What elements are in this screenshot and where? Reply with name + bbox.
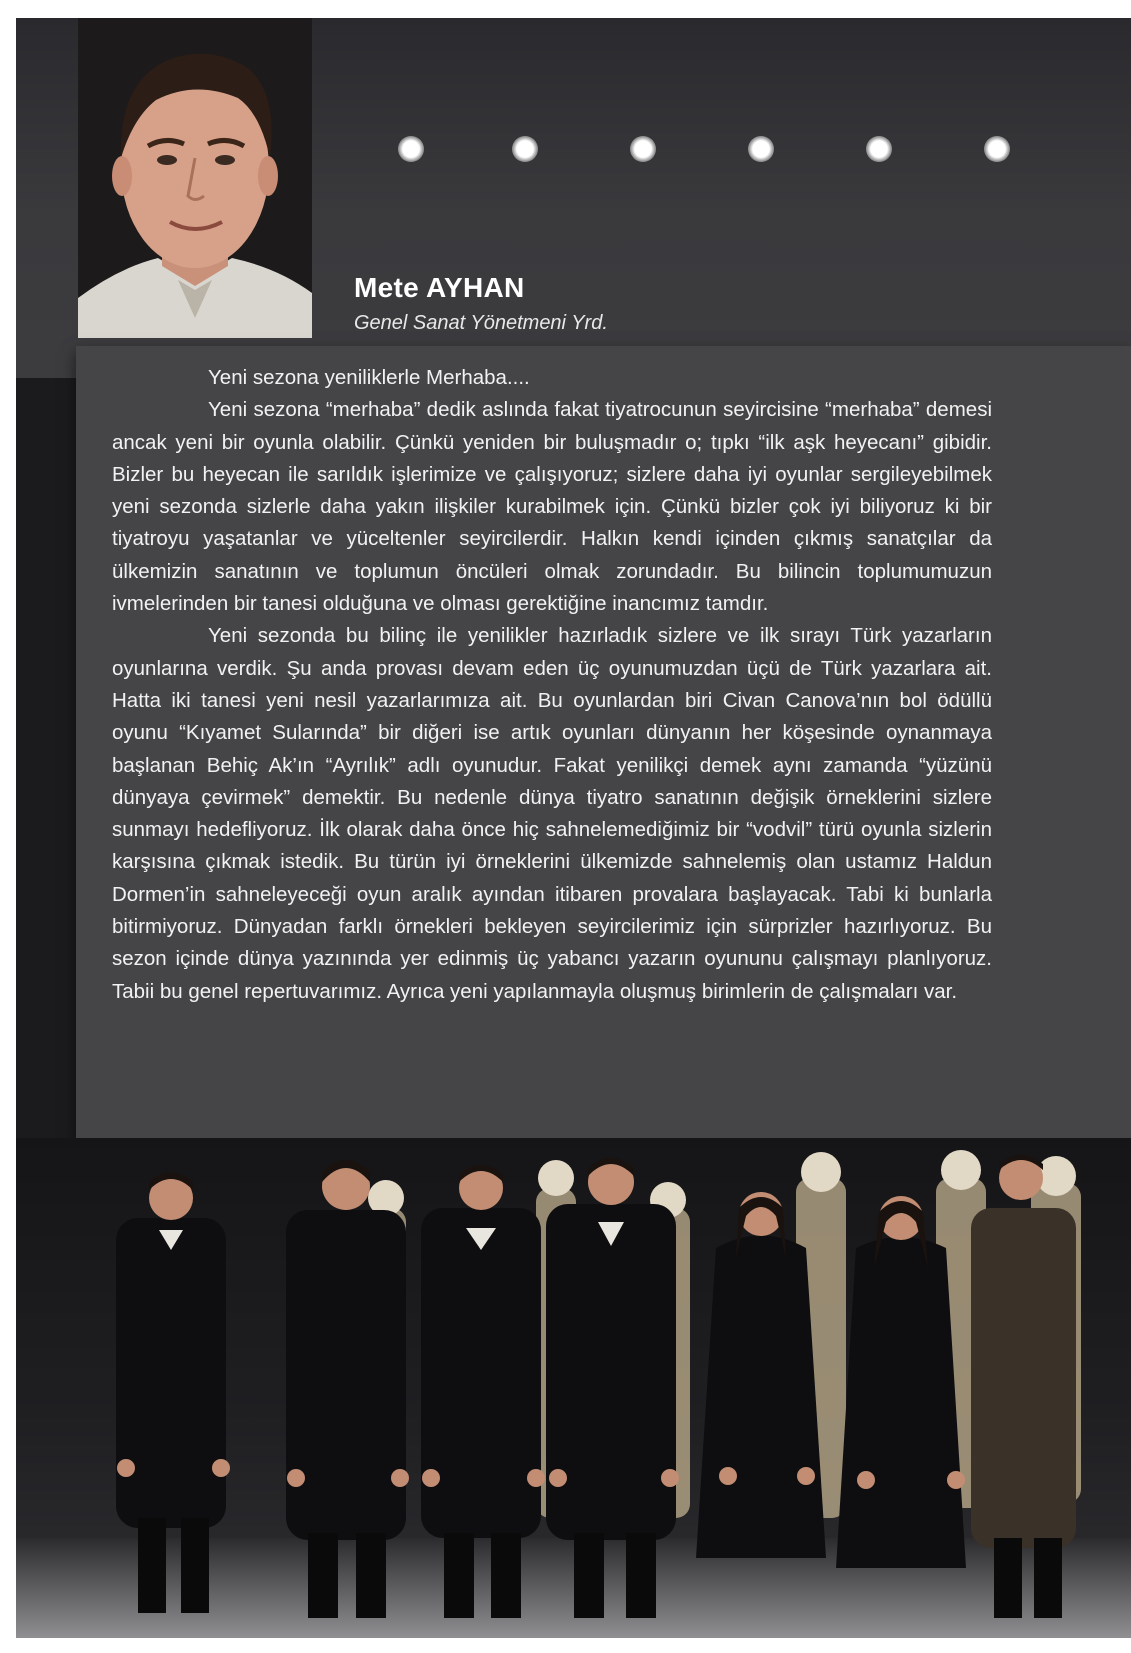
cast-photo: [16, 1138, 1131, 1638]
stage-light-icon: [512, 136, 538, 162]
article-paragraph: Yeni sezonda bu bilinç ile yenilikler hazırladık sizlere ve ilk sırayı Türk yazarların oyunlarına verdik. Şu anda provası devam eden üç oyunumuzdan üçü de Türk yazarlara ait. Hatta iki tanesi yeni nesil yazarlarımıza ait. Bu oyunlardan biri Civan Canova’nın bol ödüllü oyunu “Kıyamet Sularında” bir diğeri ise artık oyunları dünyanın her köşesinde oynanmaya başlanan Behiç Ak’ın “Ayrılık” adlı oyunudur. Fakat yenilikçi demek aynı zamanda “yüzünü dünyaya çevirmek” demektir. Bu nedenle dünya tiyatro sanatının değişik örneklerini sizlere sunmayı hedefliyoruz. İlk olarak daha önce hiç sahnelemediğimiz bir “vodvil” türü oyunla sizlerin karşısına çıkmak istedik. Bu türün iyi örneklerini ülkemizde sahnelemiş olan ustamız Haldun Dormen’in sahneleyeceği oyun aralık ayından itibaren provalara başlayacak. Tabi ki bunlarla bitirmiyoruz. Dünyadan farklı örnekleri bekleyen seyircilerimiz için sürprizler hazırlıyoruz. Bu sezon içinde dünya yazınında yer edinmiş üç yabancı yazarın oyununu çalışmayı planlıyoruz. Tabii bu genel repertuvarımız. Ayrıca yeni yapılanmayla oluşmuş birimlerin de çalışmaları var.: [112, 624, 992, 1003]
article-paragraph: Yeni sezona “merhaba” dedik aslında fakat tiyatrocunun seyircisine “merhaba” demesi ancak yeni bir oyunla olabilir. Çünkü yeniden bir buluşmadır o; tıpkı “ilk aşk heyecanı” gibidir. Bizler bu heyecan ile sarıldık işlerimize ve çalışıyoruz; sizlere daha iyi oyunlar sergileyebilmek yeni sezonda sizlerle daha yakın ilişkiler kurabilmek için. Çünkü bizler çok iyi biliyoruz ki bir tiyatroyu yaşatanlar ve yüceltenler seyircilerdir. Halkın kendi içinden çıkmış sanatçılar da ülkemizin sanatının ve toplumun öncüleri olmak zorundadır. Bu bilincin toplumumuzun ivmelerinden bir tanesi olduğuna ve olması gerektiğine inancımız tamdır.: [112, 398, 992, 616]
author-portrait: [78, 18, 312, 338]
author-title: Genel Sanat Yönetmeni Yrd.: [354, 312, 608, 334]
article-greeting: Yeni sezona yeniliklerle Merhaba....: [208, 366, 530, 389]
magazine-page: [16, 18, 1131, 1638]
stage-light-icon: [984, 136, 1010, 162]
article-body: [112, 362, 992, 1008]
author-name: Mete AYHAN: [354, 272, 525, 303]
stage-light-icon: [398, 136, 424, 162]
article-panel: [76, 346, 1131, 1138]
stage-lights: [316, 126, 1116, 176]
stage-light-icon: [748, 136, 774, 162]
stage-light-icon: [630, 136, 656, 162]
stage-light-icon: [866, 136, 892, 162]
